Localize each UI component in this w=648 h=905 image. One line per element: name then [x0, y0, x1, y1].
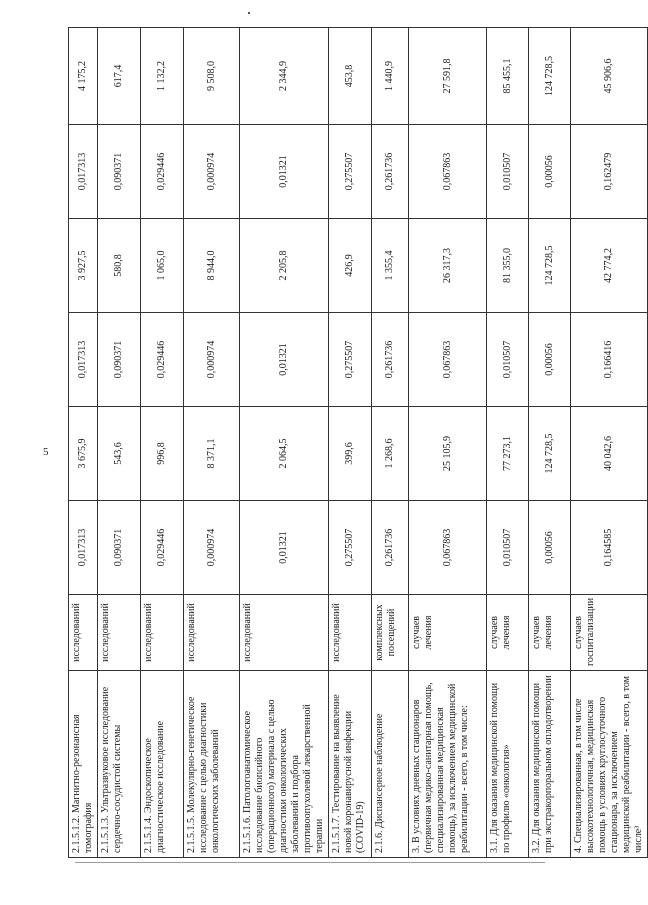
row-cell: 0,00056	[529, 125, 571, 219]
row-cell: 0,261736	[372, 125, 409, 219]
table-row	[329, 28, 372, 858]
row-cell: 426,9	[329, 219, 372, 313]
row-cell: 0,090371	[98, 313, 141, 407]
row-cell: 0,090371	[98, 125, 141, 219]
row-cell: 2 064,5	[240, 407, 329, 501]
row-cell: 3 927,5	[69, 219, 98, 313]
row-cell: 0,166416	[571, 313, 648, 407]
row-cell: 0,029446	[141, 125, 184, 219]
row-cell: 40 042,6	[571, 407, 648, 501]
row-cell: 0,00056	[529, 501, 571, 595]
row-cell: 0,067863	[409, 501, 487, 595]
scan-dot	[248, 12, 250, 14]
row-cell: 2 344,9	[240, 28, 329, 125]
row-unit: исследований	[184, 595, 240, 671]
row-cell: 8 944,0	[184, 219, 240, 313]
row-cell: 0,275507	[329, 313, 372, 407]
row-name: 2.1.5.1.4. Эндоскопическое диагностическое исследование	[141, 671, 184, 858]
row-cell: 453,8	[329, 28, 372, 125]
row-cell: 42 774,2	[571, 219, 648, 313]
row-unit: исследований	[98, 595, 141, 671]
row-cell: 81 355,0	[487, 219, 529, 313]
page-number: 5	[43, 446, 49, 458]
table-row	[98, 28, 141, 858]
row-cell: 1 355,4	[372, 219, 409, 313]
table-row	[571, 28, 648, 858]
bottom-divider	[75, 862, 545, 863]
row-cell: 85 455,1	[487, 28, 529, 125]
row-cell: 0,029446	[141, 313, 184, 407]
row-cell: 0,00056	[529, 313, 571, 407]
row-cell: 0,090371	[98, 501, 141, 595]
row-cell: 26 317,3	[409, 219, 487, 313]
row-name: 3.2. Для оказания медицинской помощи при экстракорпоральном оплодотворении	[529, 671, 571, 858]
row-cell: 0,275507	[329, 501, 372, 595]
table-row	[184, 28, 240, 858]
row-unit: исследований	[141, 595, 184, 671]
row-cell: 0,162479	[571, 125, 648, 219]
row-cell: 124 728,5	[529, 407, 571, 501]
row-cell: 9 508,0	[184, 28, 240, 125]
row-cell: 0,017313	[69, 125, 98, 219]
row-cell: 0,010507	[487, 125, 529, 219]
row-cell: 0,067863	[409, 313, 487, 407]
row-unit: комплексных посещений	[372, 595, 409, 671]
row-cell: 0,067863	[409, 125, 487, 219]
row-cell: 0,000974	[184, 125, 240, 219]
row-cell: 0,261736	[372, 313, 409, 407]
table-row	[69, 28, 98, 858]
row-name: 2.1.5.1.7. Тестирование на выявление новой коронавирусной инфекции (COVID-19)	[329, 671, 372, 858]
row-cell: 124 728,5	[529, 28, 571, 125]
row-unit: случаев госпитализации	[571, 595, 648, 671]
row-cell: 0,275507	[329, 125, 372, 219]
row-cell: 0,000974	[184, 313, 240, 407]
row-cell: 1 268,6	[372, 407, 409, 501]
row-name: 2.1.6. Диспансерное наблюдение	[372, 671, 409, 858]
row-name: 2.1.5.1.2. Магнитно-резонансная томография	[69, 671, 98, 858]
row-cell: 543,6	[98, 407, 141, 501]
table-row	[372, 28, 409, 858]
row-cell: 996,8	[141, 407, 184, 501]
row-cell: 0,164585	[571, 501, 648, 595]
row-cell: 77 273,1	[487, 407, 529, 501]
row-cell: 0,261736	[372, 501, 409, 595]
row-unit: исследований	[69, 595, 98, 671]
row-name: 3. В условиях дневных стационаров (первичная медико-санитарная помощь, специализированная медицинская помощь), за исключением медицинской реабилитации - всего, в том числе:	[409, 671, 487, 858]
table-row	[529, 28, 571, 858]
standards-table	[68, 27, 648, 858]
table-row	[409, 28, 487, 858]
row-unit: случаев лечения	[529, 595, 571, 671]
row-cell: 0,029446	[141, 501, 184, 595]
row-unit: исследований	[329, 595, 372, 671]
row-unit: исследований	[240, 595, 329, 671]
row-cell: 399,6	[329, 407, 372, 501]
row-cell: 0,017313	[69, 313, 98, 407]
row-cell: 124 728,5	[529, 219, 571, 313]
table-row	[487, 28, 529, 858]
row-cell: 25 105,9	[409, 407, 487, 501]
row-cell: 27 591,8	[409, 28, 487, 125]
row-name: 2.1.5.1.6. Патологоанатомическое исследование биопсийного (операционного) материала с целью диагностики онкологических заболеваний и подбора противоопухолевой лекарственной терапии	[240, 671, 329, 858]
row-cell: 617,4	[98, 28, 141, 125]
table-row	[240, 28, 329, 858]
row-cell: 0,000974	[184, 501, 240, 595]
row-cell: 3 675,9	[69, 407, 98, 501]
row-cell: 0,01321	[240, 125, 329, 219]
row-cell: 1 440,9	[372, 28, 409, 125]
row-name: 2.1.5.1.5. Молекулярно-генетическое исследование с целью диагностики онкологических заболеваний	[184, 671, 240, 858]
row-cell: 0,017313	[69, 501, 98, 595]
table-row	[141, 28, 184, 858]
rotated-table-frame	[68, 28, 644, 858]
row-name: 3.1. Для оказания медицинской помощи по профилю «онкология»	[487, 671, 529, 858]
row-cell: 0,010507	[487, 313, 529, 407]
row-cell: 0,01321	[240, 313, 329, 407]
row-unit: случаев лечения	[409, 595, 487, 671]
row-cell: 0,01321	[240, 501, 329, 595]
row-cell: 1 132,2	[141, 28, 184, 125]
row-cell: 8 371,1	[184, 407, 240, 501]
row-cell: 2 205,8	[240, 219, 329, 313]
row-cell: 45 906,6	[571, 28, 648, 125]
row-cell: 0,010507	[487, 501, 529, 595]
row-cell: 580,8	[98, 219, 141, 313]
row-cell: 1 065,0	[141, 219, 184, 313]
row-unit: случаев лечения	[487, 595, 529, 671]
row-cell: 4 175,2	[69, 28, 98, 125]
table-container	[68, 28, 644, 858]
row-name: 4. Специализированная, в том числе высокотехнологичная, медицинская помощь в условиях круглосуточного стационара, за исключением медицинской реабилитации - всего, в том числе³	[571, 671, 648, 858]
row-name: 2.1.5.1.3. Ультразвуковое исследование сердечно-сосудистой системы	[98, 671, 141, 858]
